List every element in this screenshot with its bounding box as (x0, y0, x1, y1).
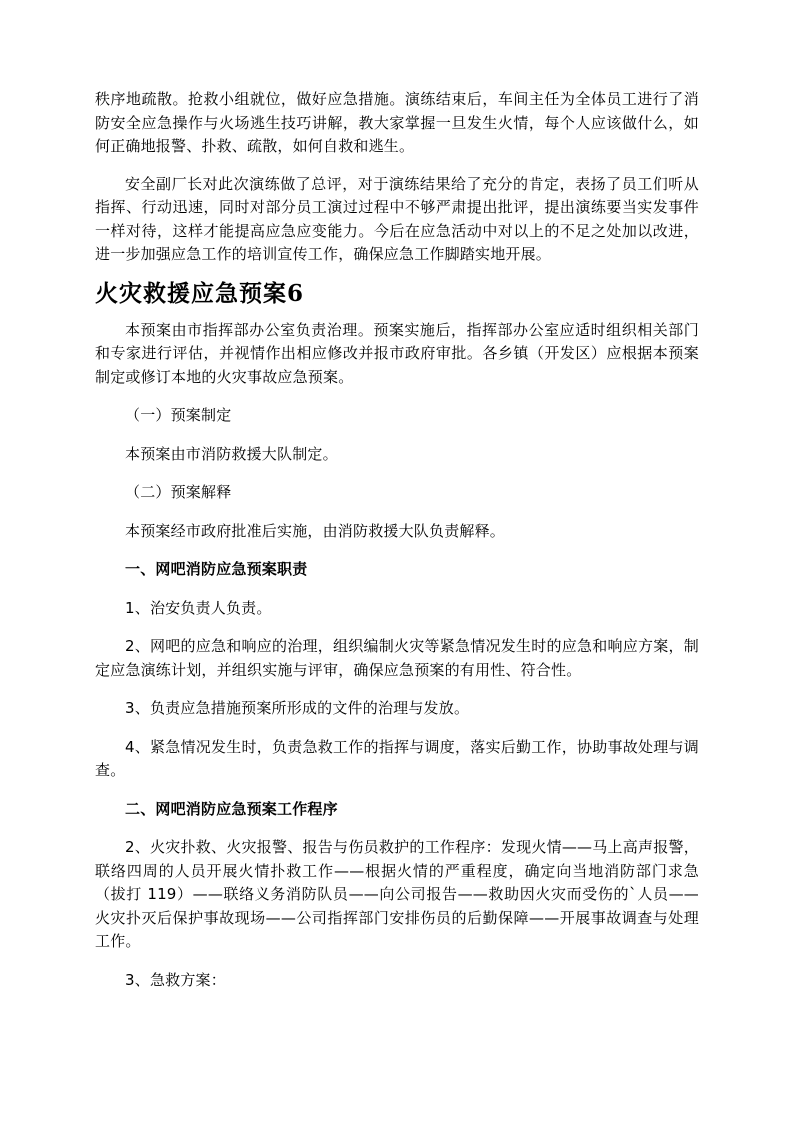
paragraph-formulation: 本预案由市消防救援大队制定。 (125, 444, 338, 463)
section-procedure-title: 二、网吧消防应急预案工作程序 (125, 799, 338, 818)
list-item-duty-1: 1、治安负责人负责。 (125, 598, 272, 617)
list-item-duty-3: 3、负责应急措施预案所形成的文件的治理与发放。 (125, 699, 470, 717)
list-item-duty-4: 4、紧急情况发生时，负责急救工作的指挥与调度，落实后勤工作，协助事故处理与调查。 (95, 737, 699, 779)
list-item-procedure-2: 2、火灾扑救、火灾报警、报告与伤员救护的工作程序：发现火情——马上高声报警，联络四周的人员开展火情扑救工作——根据火情的严重程度，确定向当地消防部门求急（拔打 119）——联络义务消防队员——向公司报告——救助因火灾而受伤的`人员——火灾扑灭后保护事故现场——公司指挥部门安排伤员的后勤保障——开展事故调查与处理工作。 (95, 838, 699, 950)
paragraph-drill-summary: 秩序地疏散。抢救小组就位，做好应急措施。演练结束后，车间主任为全体员工进行了消防安全应急操作与火场逃生技巧讲解，教大家掌握一旦发生火情，每个人应该做什么，如何正确地报警、扑救、疏散，如何自救和逃生。 (95, 90, 699, 155)
paragraph-interpretation: 本预案经市政府批准后实施，由消防救援大队负责解释。 (125, 521, 506, 540)
paragraph-review: 安全副厂长对此次演练做了总评，对于演练结果给了充分的肯定，表扬了员工们听从指挥、行动迅速，同时对部分员工演过过程中不够严肃提出批评，提出演练要当实发事件一样对待，这样才能提高应急应变能力。今后在应急活动中对以上的不足之处加以改进，进一步加强应急工作的培训宣传工作，确保应急工作脚踏实地开展。 (95, 174, 699, 263)
document-page (95, 88, 699, 992)
list-item-procedure-3: 3、急救方案： (125, 970, 226, 989)
section-heading: 火灾救援应急预案6 (95, 279, 305, 307)
paragraph-plan-management: 本预案由市指挥部办公室负责治理。预案实施后，指挥部办公室应适时组织相关部门和专家进行评估，并视情作出相应修改并报市政府审批。各乡镇（开发区）应根据本预案制定或修订本地的火灾事故应急预案。 (95, 320, 699, 386)
list-item-duty-2: 2、网吧的应急和响应的治理，组织编制火灾等紧急情况发生时的应急和响应方案，制定应急演练计划，并组织实施与评审，确保应急预案的有用性、符合性。 (95, 637, 699, 679)
section-duties-title: 一、网吧消防应急预案职责 (125, 560, 308, 578)
subheading-plan-formulation: （一）预案制定 (125, 406, 232, 424)
subheading-plan-interpretation: （二）预案解释 (125, 483, 232, 501)
